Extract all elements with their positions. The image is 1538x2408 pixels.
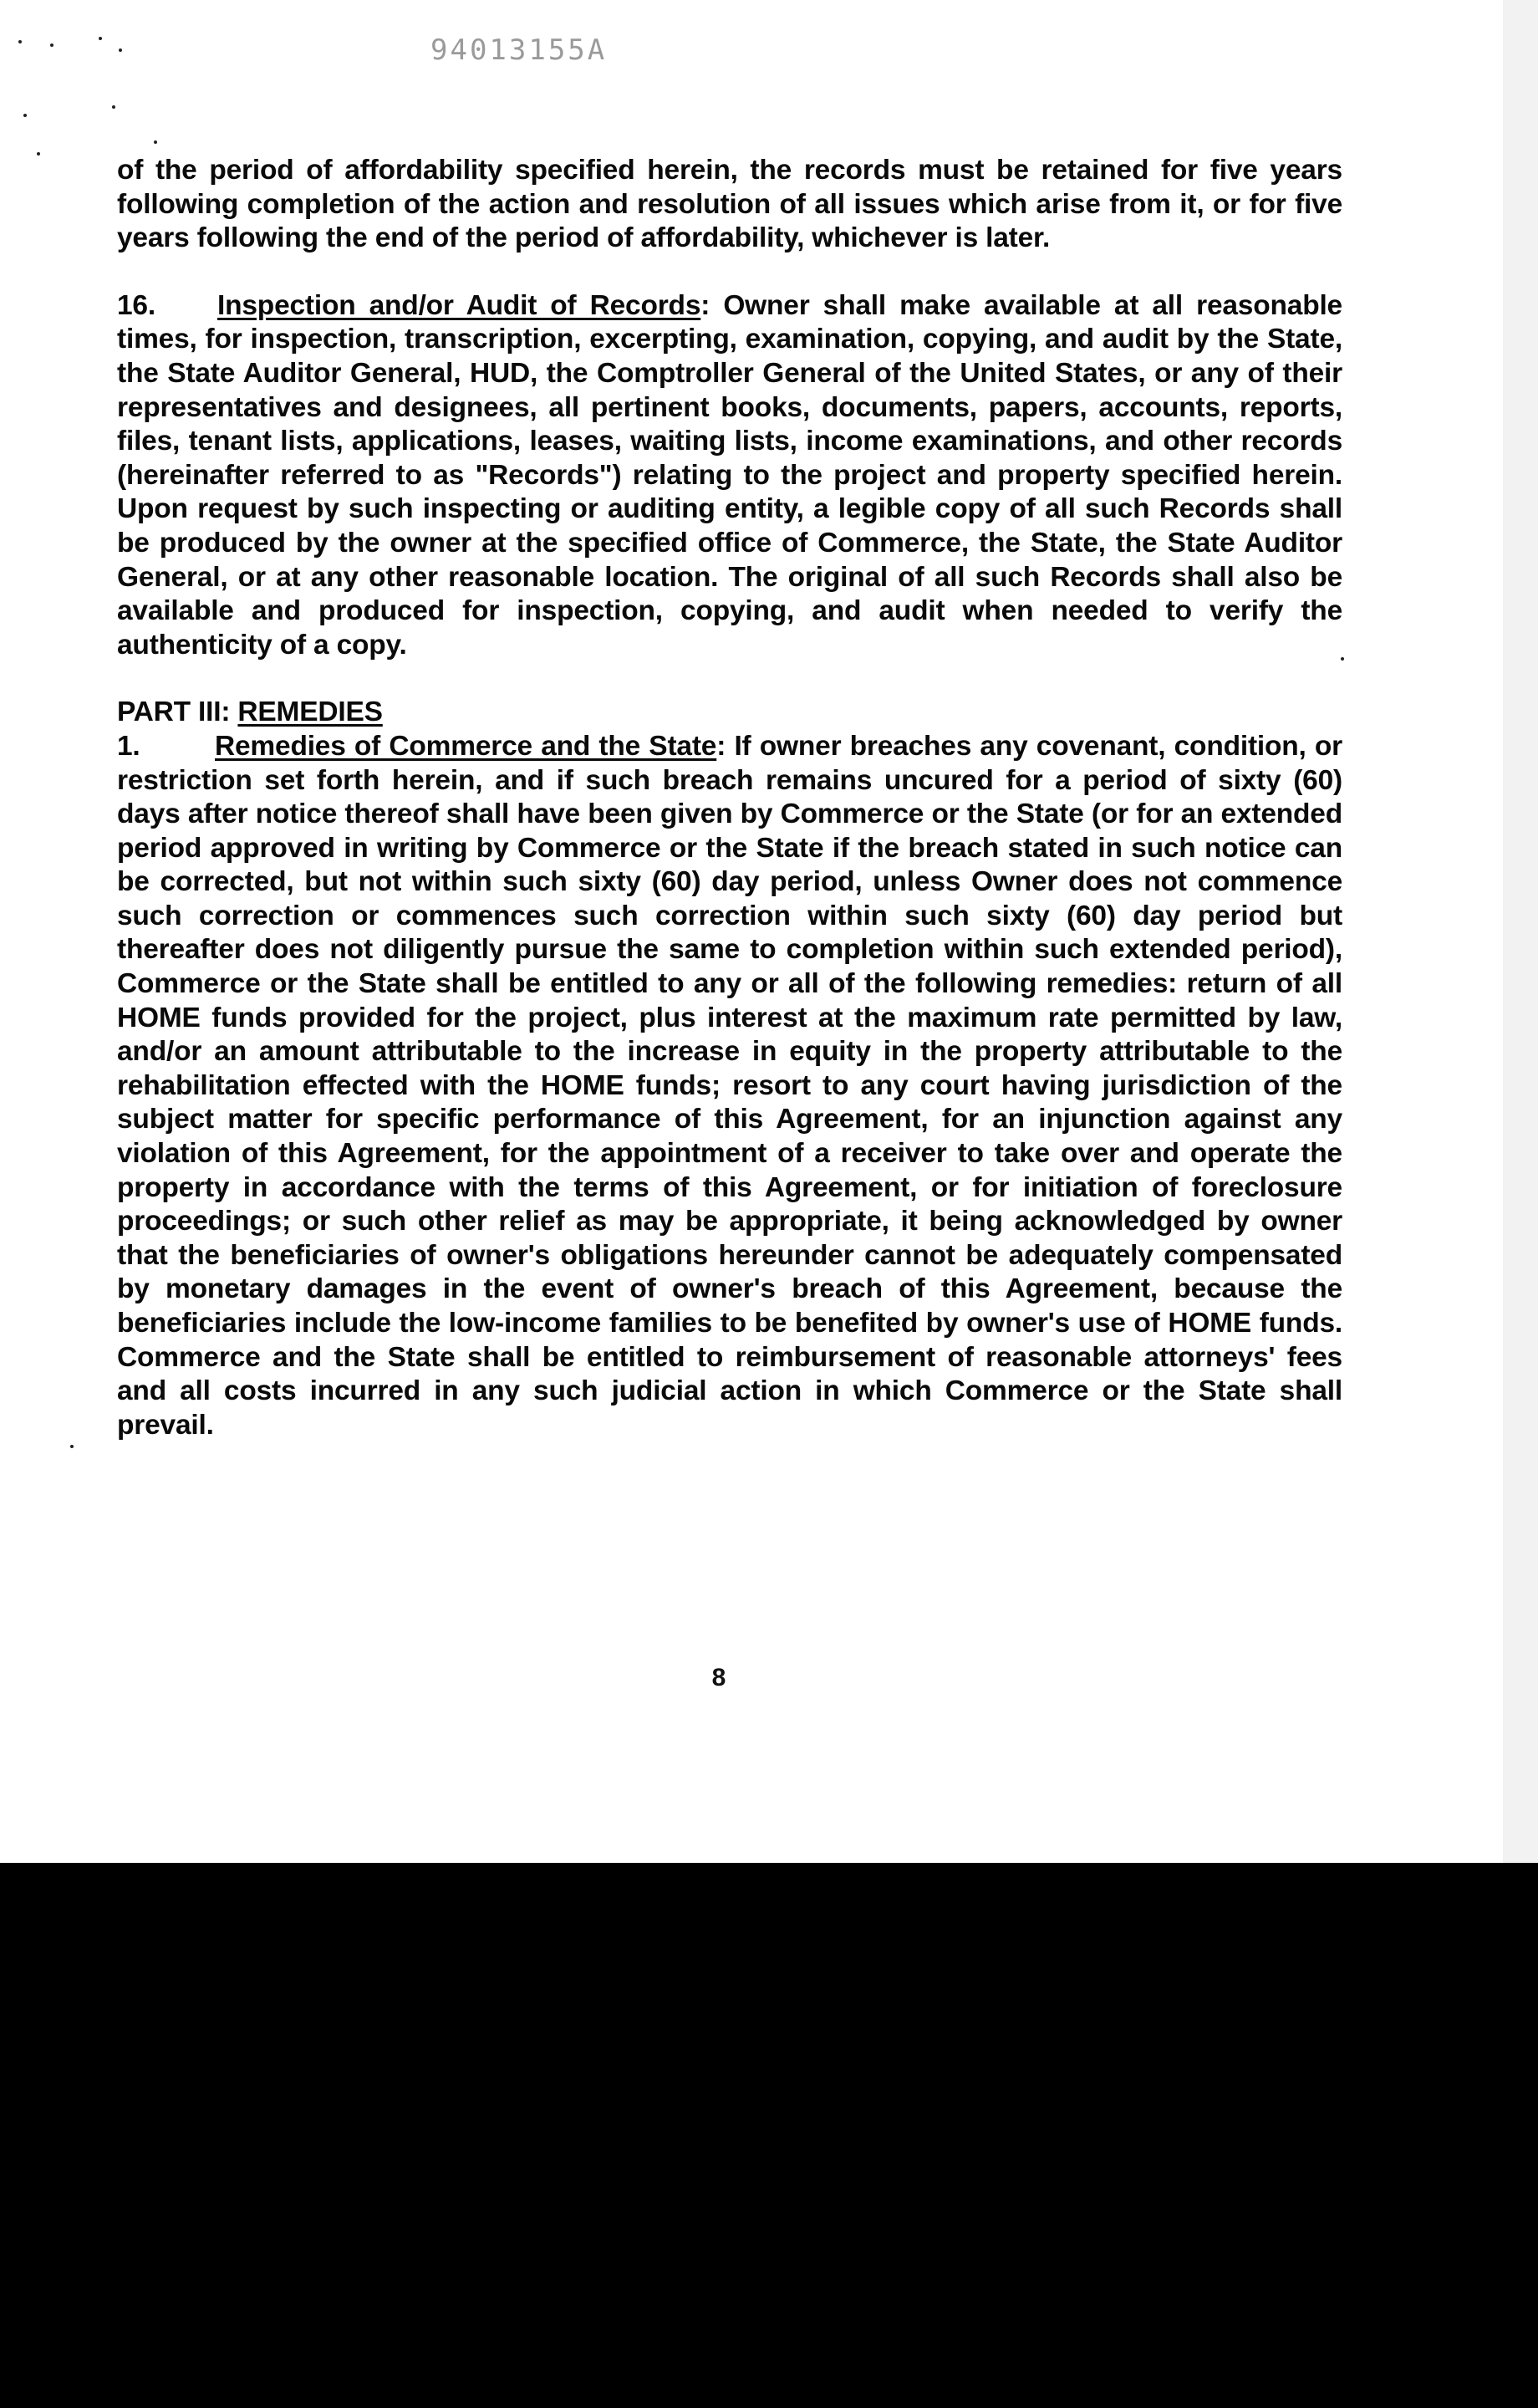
- scan-speck: [154, 140, 157, 144]
- scan-speck: [112, 105, 115, 109]
- remedy-text: : If owner breaches any covenant, condition, or restriction set forth herein, and if such breach remains uncured for a period of sixty (60) days after notice thereof shall have been given by Commerce or the State (or for an extended period approved in writing by Commerce or the State if the breach stated in such notice can be corrected, but not within such sixty (60) day period, unless Owner does not commence such correction or commences such correction within such sixty (60) day period but thereafter does not diligently pursue the same to completion within such extended period), Commerce or the State shall be entitled to any or all of the following remedies: return of all HOME funds provided for the project, plus interest at the maximum rate permitted by law, and/or an amount attributable to the increase in equity in the property attributable to the rehabilitation effected with the HOME funds; resort to any court having jurisdiction of the subject matter for specific performance of this Agreement, for an injunction against any violation of this Agreement, for the appointment of a receiver to take over and operate the property in accordance with the terms of this Agreement, or for initiation of foreclosure proceedings; or such other relief as may be appropriate, it being acknowledged by owner that the beneficiaries of owner's obligations hereunder cannot be adequately compensated by monetary damages in the event of owner's breach of this Agreement, because the beneficiaries include the low-income families to be benefited by owner's use of HOME funds. Commerce and the State shall be entitled to reimbursement of reasonable attorneys' fees and all costs incurred in any such judicial action in which Commerce or the State shall prevail.: [117, 730, 1342, 1441]
- continuation-paragraph: of the period of affordability specified herein, the records must be retained for five years following completion of the action and resolution of all issues which arise from it, or for five years following the end of the period of affordability, whichever is later.: [117, 155, 1342, 254]
- scan-speck: [70, 1445, 74, 1448]
- part-title: REMEDIES: [237, 696, 383, 728]
- document-id-stamp: 94013155A: [430, 33, 608, 67]
- scan-speck: [23, 114, 27, 117]
- scan-speck: [50, 43, 53, 47]
- page-number: 8: [711, 1664, 726, 1691]
- scan-speck: [18, 40, 22, 43]
- section-16-paragraph: [117, 289, 1342, 663]
- section-text: : Owner shall make available at all reasonable times, for inspection, transcription, excerpting, examination, copying, and audit by the State, the State Auditor General, HUD, the Comptroller General of the United States, or any of their representatives and designees, all pertinent books, documents, papers, accounts, reports, files, tenant lists, applications, leases, waiting lists, income examinations, and other records (hereinafter referred to as "Records") relating to the project and property specified herein. Upon request by such inspecting or auditing entity, a legible copy of all such Records shall be produced by the owner at the specified office of Commerce, the State, the State Auditor General, or at any other reasonable location. The original of all such Records shall also be available and produced for inspection, copying, and audit when needed to verify the authenticity of a copy.: [117, 289, 1342, 661]
- scan-speck: [119, 48, 122, 52]
- scan-background: [0, 1863, 1538, 2408]
- remedy-1-paragraph: [117, 730, 1342, 1442]
- remedy-title: Remedies of Commerce and the State: [215, 730, 717, 762]
- scan-speck: [99, 37, 102, 40]
- part-label: PART III:: [117, 696, 231, 728]
- scan-speck: [37, 152, 40, 156]
- section-title: Inspection and/or Audit of Records: [217, 289, 701, 321]
- part-heading: [117, 696, 1342, 730]
- remedy-number: 1.: [117, 730, 140, 762]
- scan-right-margin: [1503, 0, 1538, 1863]
- document-body: [117, 154, 1342, 1442]
- section-number: 16.: [117, 289, 155, 321]
